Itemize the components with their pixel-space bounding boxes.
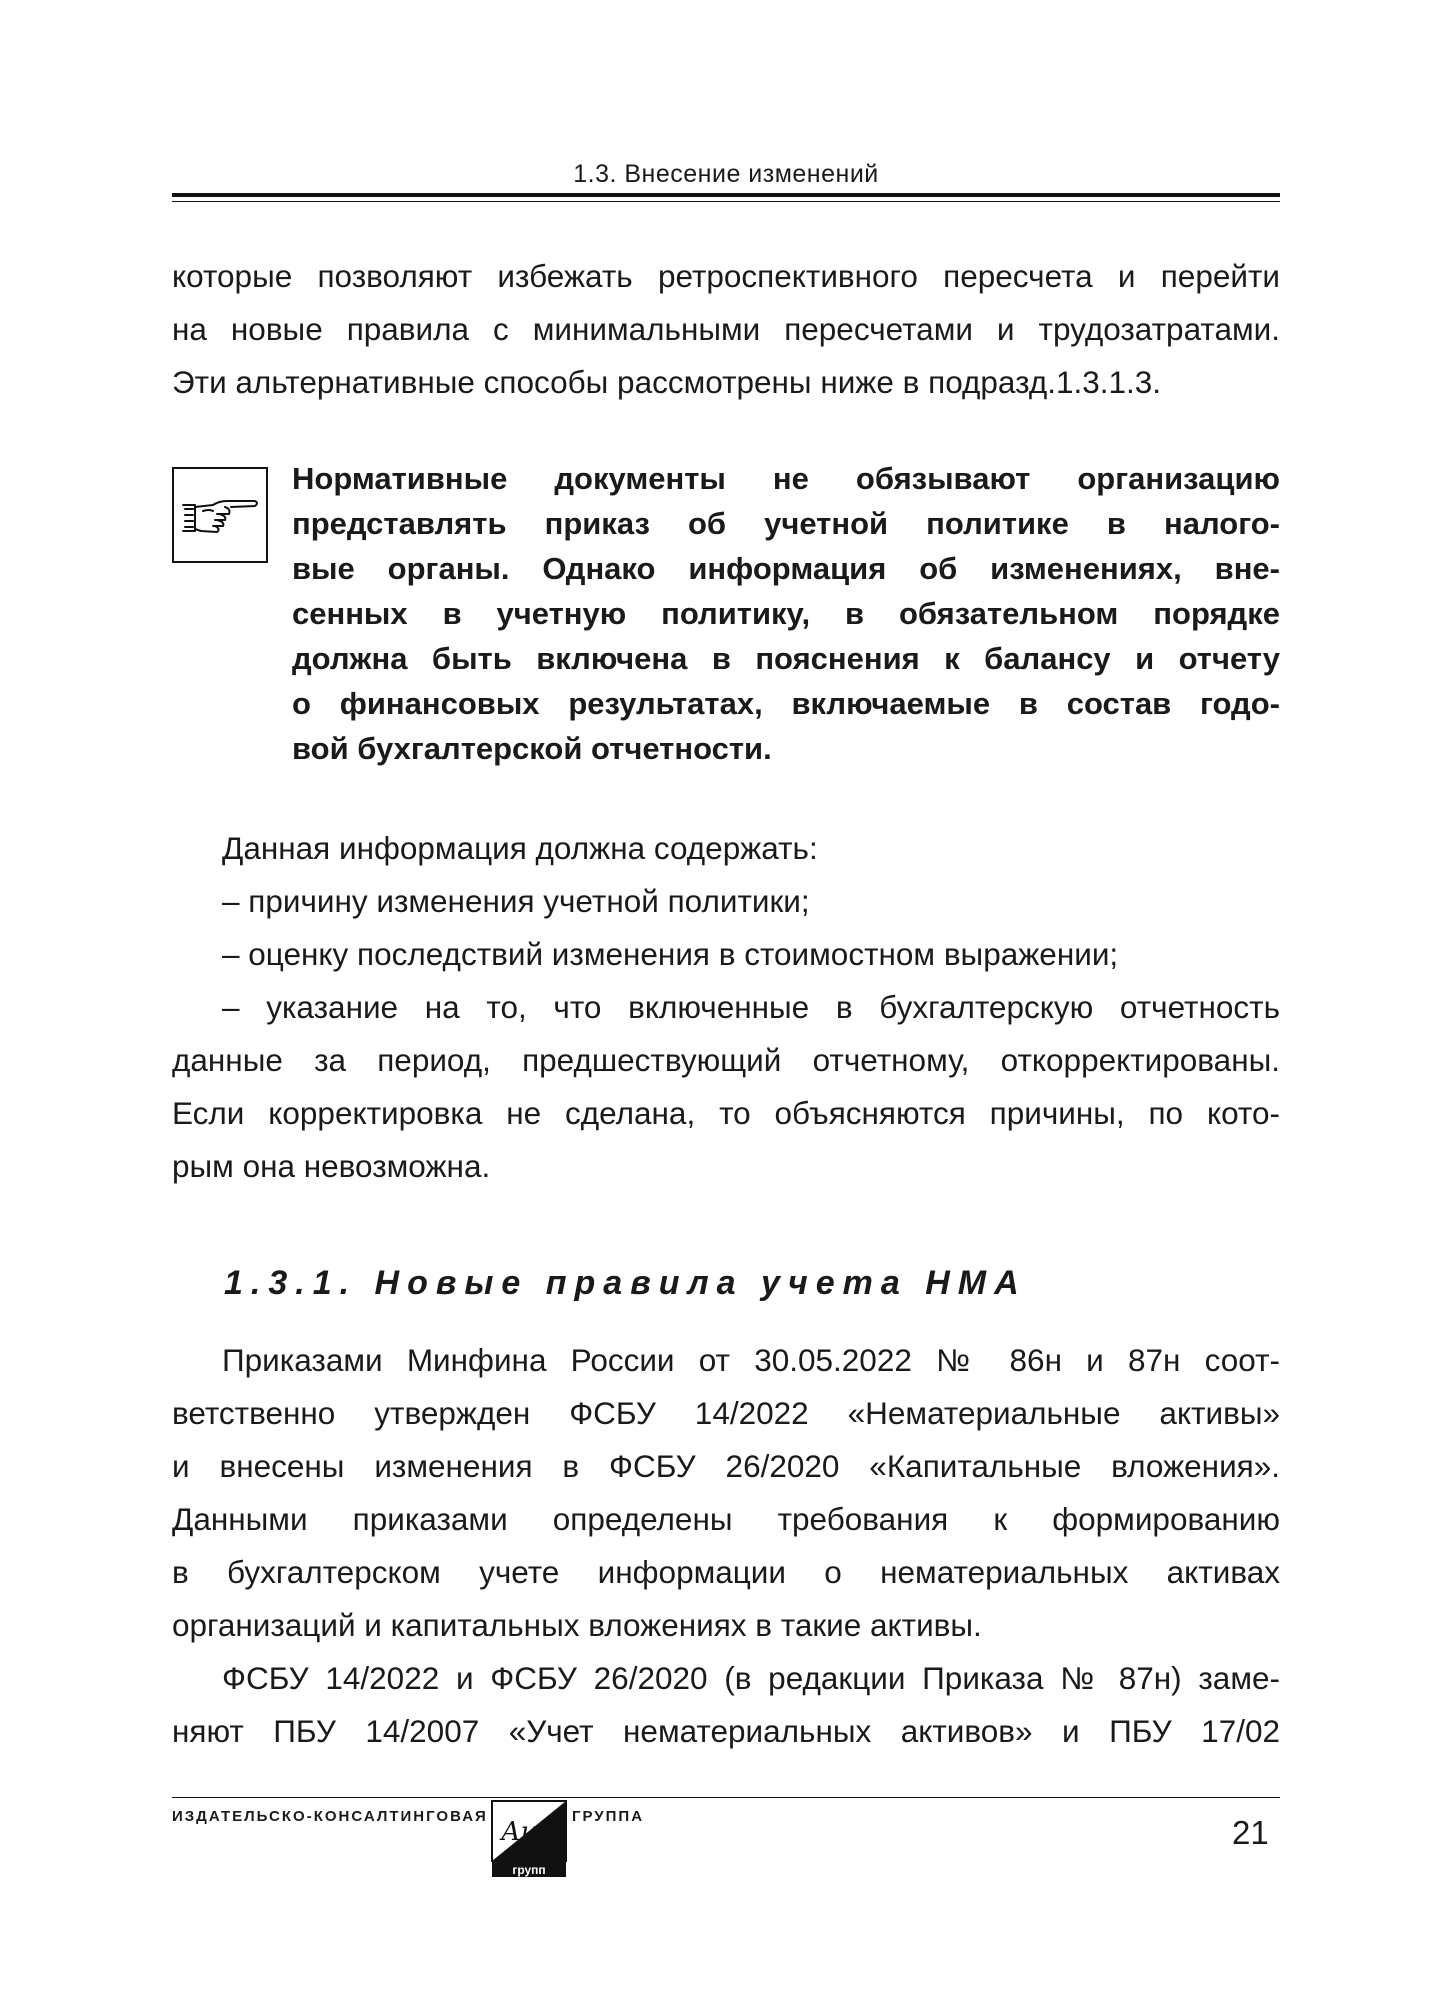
pointing-hand-icon — [179, 487, 261, 543]
publisher-group: ГРУППА — [572, 1808, 645, 1825]
text-line: Приказами Минфина России от 30.05.2022 № 86н и 87н соот- — [222, 1342, 1280, 1378]
logo-text: групп — [512, 1863, 546, 1877]
text-line: на новые правила с минимальными пересчетами и трудозатратами. — [172, 311, 1280, 347]
list-lead: Данная информация должна содержать: — [222, 830, 818, 866]
note-line: сенных в учетную политику, в обязательном порядке — [292, 596, 1280, 631]
text-line: ФСБУ 14/2022 и ФСБУ 26/2020 (в редакции Приказа № 87н) заме- — [222, 1660, 1280, 1696]
text-line: ветственно утвержден ФСБУ 14/2022 «Нематериальные активы» — [172, 1395, 1280, 1431]
logo-letters: АиС — [501, 1817, 558, 1847]
header-rule — [172, 193, 1280, 197]
note-icon-box — [172, 467, 268, 563]
note-line: о финансовых результатах, включаемые в состав годо- — [292, 686, 1280, 721]
publisher-logo — [491, 1800, 567, 1878]
note-line: вой бухгалтерской отчетности. — [292, 731, 772, 766]
text-line: и внесены изменения в ФСБУ 26/2020 «Капитальные вложения». — [172, 1448, 1280, 1484]
text-line: Если корректировка не сделана, то объясняются причины, по кото- — [172, 1095, 1280, 1131]
section-heading: 1.3.1. Новые правила учета НМА — [224, 1264, 1027, 1302]
running-title: 1.3. Внесение изменений — [573, 160, 879, 188]
note-line: вые органы. Однако информация об изменениях, вне- — [292, 551, 1280, 586]
text-line: которые позволяют избежать ретроспективного пересчета и перейти — [172, 258, 1280, 294]
text-line: рым она невозможна. — [172, 1148, 491, 1184]
text-line: Данными приказами определены требования к формированию — [172, 1501, 1280, 1537]
page-number: 21 — [1232, 1814, 1269, 1851]
text-line: данные за период, предшествующий отчетному, откорректированы. — [172, 1042, 1280, 1078]
text-line: няют ПБУ 14/2007 «Учет нематериальных активов» и ПБУ 17/02 — [172, 1713, 1280, 1749]
note-line: Нормативные документы не обязывают организацию — [292, 461, 1280, 496]
note-line: должна быть включена в пояснения к балансу и отчету — [292, 641, 1280, 676]
list-item: – оценку последствий изменения в стоимостном выражении; — [222, 936, 1119, 972]
header-rule-thin — [172, 201, 1280, 202]
text-line: организаций и капитальных вложениях в такие активы. — [172, 1607, 982, 1643]
text-line: в бухгалтерском учете информации о нематериальных активах — [172, 1554, 1280, 1590]
publisher-name: ИЗДАТЕЛЬСКО-КОНСАЛТИНГОВАЯ — [172, 1808, 488, 1825]
text-line: Эти альтернативные способы рассмотрены ниже в подразд.1.3.1.3. — [172, 364, 1162, 400]
footer-rule — [172, 1797, 1280, 1798]
note-line: представлять приказ об учетной политике в налого- — [292, 506, 1280, 541]
list-item: – указание на то, что включенные в бухгалтерскую отчетность — [222, 989, 1280, 1025]
list-item: – причину изменения учетной политики; — [222, 883, 810, 919]
